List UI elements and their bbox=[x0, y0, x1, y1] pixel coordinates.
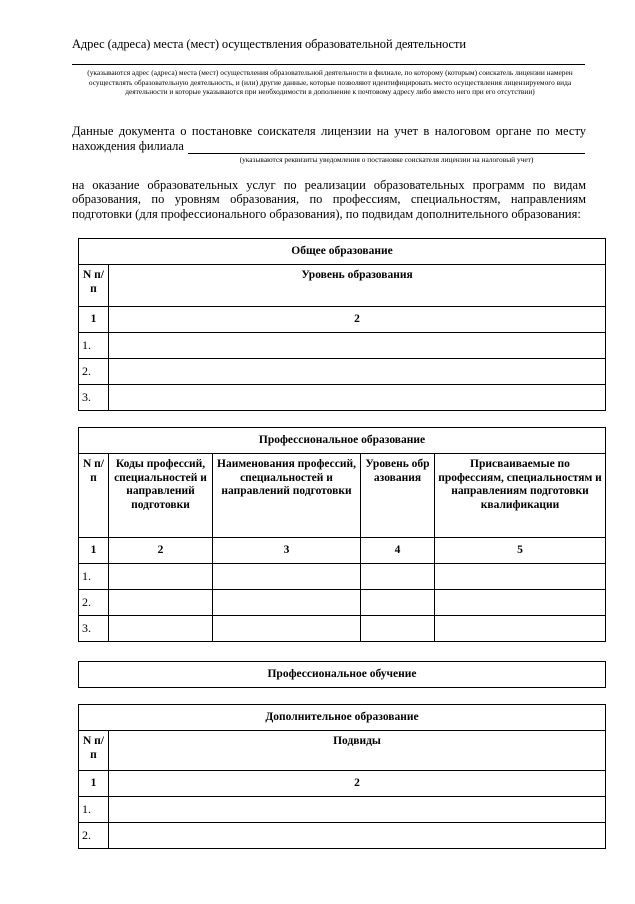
row-number: 1. bbox=[79, 797, 109, 823]
index-cell: 3 bbox=[213, 538, 361, 564]
row-number: 3. bbox=[79, 616, 109, 642]
index-cell: 2 bbox=[109, 771, 606, 797]
index-cell: 1 bbox=[79, 307, 109, 333]
col-level-header: Уровень образования bbox=[109, 265, 606, 307]
table-cell[interactable] bbox=[213, 564, 361, 590]
table-cell[interactable] bbox=[109, 359, 606, 385]
row-number: 2. bbox=[79, 359, 109, 385]
index-cell: 1 bbox=[79, 771, 109, 797]
table-cell[interactable] bbox=[361, 616, 435, 642]
professional-training-title: Профессиональное обучение bbox=[79, 662, 606, 688]
index-cell: 2 bbox=[109, 307, 606, 333]
row-number: 1. bbox=[79, 333, 109, 359]
address-fill-line bbox=[72, 64, 585, 65]
row-number: 2. bbox=[79, 823, 109, 849]
table-cell[interactable] bbox=[109, 564, 213, 590]
col-level-header: Уровень образования bbox=[361, 454, 435, 538]
index-cell: 5 bbox=[435, 538, 606, 564]
table-cell[interactable] bbox=[213, 616, 361, 642]
col-subtypes-header: Подвиды bbox=[109, 731, 606, 771]
table-cell[interactable] bbox=[109, 797, 606, 823]
table-cell[interactable] bbox=[361, 590, 435, 616]
table-cell[interactable] bbox=[435, 616, 606, 642]
index-cell: 2 bbox=[109, 538, 213, 564]
col-num-header: N п/п bbox=[79, 731, 109, 771]
table-cell[interactable] bbox=[109, 616, 213, 642]
table-cell[interactable] bbox=[109, 385, 606, 411]
col-codes-header: Коды профессий, специальностей и направлений подготовки bbox=[109, 454, 213, 538]
table-cell[interactable] bbox=[361, 564, 435, 590]
col-num-header: N п/п bbox=[79, 265, 109, 307]
address-note: (указываются адрес (адреса) места (мест) осуществления образовательной деятельности в филиале, по которому (которым) соискатель лицензии намерен осуществлять образовательную деятельность, и (или) другие данные, которые позволяют идентифицировать место осуществления лицензируемого вида деятельности и которые указываются при необходимости в дополнение к почтовому адресу либо вместо него при его отсутствии) bbox=[87, 68, 573, 97]
tax-label-line2: нахождения филиала bbox=[72, 139, 184, 153]
general-education-table bbox=[78, 238, 606, 411]
col-num-header: N п/п bbox=[79, 454, 109, 538]
table-cell[interactable] bbox=[109, 823, 606, 849]
table-cell[interactable] bbox=[109, 590, 213, 616]
table-cell[interactable] bbox=[435, 590, 606, 616]
professional-education-title: Профессиональное образование bbox=[79, 428, 606, 454]
col-names-header: Наименования профессий, специальностей и направлений подготовки bbox=[213, 454, 361, 538]
tax-label-line1: Данные документа о постановке соискателя лицензии на учет в налоговом органе по месту bbox=[72, 124, 586, 138]
general-education-title: Общее образование bbox=[79, 239, 606, 265]
professional-training-table bbox=[78, 661, 606, 688]
table-cell[interactable] bbox=[213, 590, 361, 616]
row-number: 1. bbox=[79, 564, 109, 590]
index-cell: 4 bbox=[361, 538, 435, 564]
index-cell: 1 bbox=[79, 538, 109, 564]
col-qualifications-header: Присваиваемые по профессиям, специальностям и направлениям подготовки квалификации bbox=[435, 454, 606, 538]
row-number: 3. bbox=[79, 385, 109, 411]
additional-education-title: Дополнительное образование bbox=[79, 705, 606, 731]
table-cell[interactable] bbox=[109, 333, 606, 359]
row-number: 2. bbox=[79, 590, 109, 616]
table-cell[interactable] bbox=[435, 564, 606, 590]
professional-education-table bbox=[78, 427, 606, 642]
address-label: Адрес (адреса) места (мест) осуществления образовательной деятельности bbox=[72, 37, 466, 51]
tax-note: (указываются реквизиты уведомления о постановке соискателя лицензии на налоговый учет) bbox=[239, 155, 534, 164]
services-text: на оказание образовательных услуг по реализации образовательных программ по видам образования, по уровням образования, по профессиям, специальностям, направлениям подготовки (для профессионального образования), по подвидам дополнительного образования: bbox=[72, 178, 586, 221]
tax-fill-line bbox=[188, 153, 585, 154]
additional-education-table bbox=[78, 704, 606, 849]
